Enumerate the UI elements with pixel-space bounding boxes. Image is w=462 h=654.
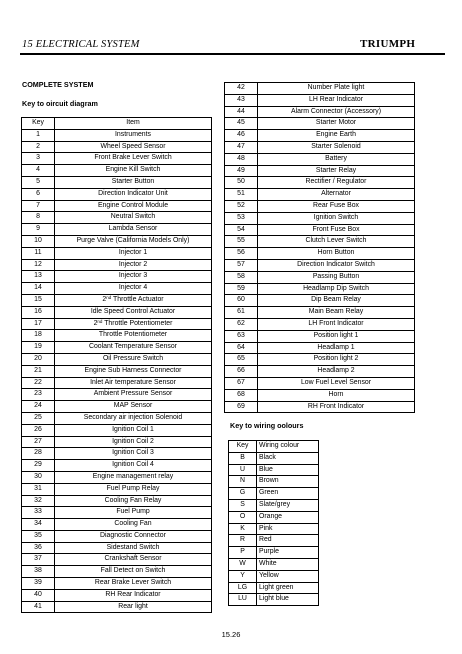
- row-item: Ignition Coil 3: [55, 448, 212, 460]
- row-key: 29: [22, 460, 55, 472]
- row-item: Horn Button: [258, 248, 415, 260]
- row-key: 43: [225, 94, 258, 106]
- table-row: [225, 224, 415, 236]
- row-key: 69: [225, 401, 258, 413]
- row-item: Sidestand Switch: [55, 542, 212, 554]
- row-item: Cooling Fan Relay: [55, 495, 212, 507]
- row-key: 11: [22, 247, 55, 259]
- row-item: Light blue: [257, 594, 319, 606]
- row-item: Passing Button: [258, 271, 415, 283]
- row-key: 56: [225, 248, 258, 260]
- table-row: [229, 523, 319, 535]
- table-row: [22, 578, 212, 590]
- row-key: 50: [225, 177, 258, 189]
- circuit-key-table-continued: [224, 82, 415, 413]
- row-key: 30: [22, 471, 55, 483]
- row-item: Secondary air injection Solenoid: [55, 412, 212, 424]
- row-key: 15: [22, 294, 55, 306]
- wiring-key-title: Key to wiring oolours: [230, 421, 304, 430]
- row-key: 51: [225, 189, 258, 201]
- table-row: [225, 248, 415, 260]
- table-row: [225, 401, 415, 413]
- row-key: 27: [22, 436, 55, 448]
- row-key: G: [229, 488, 257, 500]
- row-key: 57: [225, 259, 258, 271]
- row-key: W: [229, 558, 257, 570]
- row-key: 46: [225, 130, 258, 142]
- table-row: [22, 212, 212, 224]
- row-item: Fall Detect on Switch: [55, 566, 212, 578]
- table-row: [225, 189, 415, 201]
- row-item: Engine Control Module: [55, 200, 212, 212]
- row-key: 12: [22, 259, 55, 271]
- row-item: RH Rear Indicator: [55, 589, 212, 601]
- row-item: Alarm Connector (Accessory): [258, 106, 415, 118]
- table-row: [22, 165, 212, 177]
- table-row: [22, 377, 212, 389]
- row-key: 19: [22, 342, 55, 354]
- row-key: 16: [22, 306, 55, 318]
- table-row: [225, 83, 415, 95]
- row-item: 2nd Throttle Actuator: [55, 294, 212, 306]
- table-row: [22, 530, 212, 542]
- table-row: [22, 141, 212, 153]
- row-key: 5: [22, 176, 55, 188]
- row-key: B: [229, 452, 257, 464]
- row-item: Headlamp 1: [258, 342, 415, 354]
- row-item: Battery: [258, 153, 415, 165]
- row-item: MAP Sensor: [55, 401, 212, 413]
- row-item: Starter Button: [55, 176, 212, 188]
- row-key: 35: [22, 530, 55, 542]
- row-key: 44: [225, 106, 258, 118]
- row-item: Engine Earth: [258, 130, 415, 142]
- table-row: [22, 188, 212, 200]
- row-item: Horn: [258, 389, 415, 401]
- row-key: 45: [225, 118, 258, 130]
- table-row: [229, 535, 319, 547]
- row-item: Ignition Coil 1: [55, 424, 212, 436]
- brand-logo: TRIUMPH: [360, 38, 416, 50]
- row-item: Clutch Lever Switch: [258, 236, 415, 248]
- table-row: [22, 412, 212, 424]
- table-row: [22, 471, 212, 483]
- row-key: O: [229, 511, 257, 523]
- row-item: Alternator: [258, 189, 415, 201]
- row-key: 32: [22, 495, 55, 507]
- table-row: [229, 570, 319, 582]
- row-key: 13: [22, 271, 55, 283]
- row-key: 66: [225, 366, 258, 378]
- row-item: Number Plate light: [258, 83, 415, 95]
- row-item: Diagnostic Connector: [55, 530, 212, 542]
- row-item: Ignition Coil 2: [55, 436, 212, 448]
- row-key: 65: [225, 354, 258, 366]
- row-key: 36: [22, 542, 55, 554]
- section-title: COMPLETE SYSTEM: [22, 80, 94, 89]
- row-key: LU: [229, 594, 257, 606]
- table-row: [22, 176, 212, 188]
- row-item: Crankshaft Sensor: [55, 554, 212, 566]
- row-key: 21: [22, 365, 55, 377]
- row-item: Pink: [257, 523, 319, 535]
- row-item: Yellow: [257, 570, 319, 582]
- row-item: Direction Indicator Unit: [55, 188, 212, 200]
- row-key: R: [229, 535, 257, 547]
- table-row: [22, 247, 212, 259]
- row-item: Fuel Pump: [55, 507, 212, 519]
- header-rule: [20, 53, 445, 55]
- row-key: 47: [225, 141, 258, 153]
- row-key: 14: [22, 283, 55, 295]
- row-item: Engine Kill Switch: [55, 165, 212, 177]
- row-key: 61: [225, 307, 258, 319]
- row-item: LH Rear Indicator: [258, 94, 415, 106]
- table-row: [229, 452, 319, 464]
- table-row: [225, 389, 415, 401]
- row-item: Starter Motor: [258, 118, 415, 130]
- row-key: 64: [225, 342, 258, 354]
- row-item: Engine Sub Harness Connector: [55, 365, 212, 377]
- row-item: Purge Valve (California Models Only): [55, 235, 212, 247]
- column-header-key: Key: [22, 118, 55, 130]
- column-header-wiring-colour: Wiring colour: [257, 441, 319, 453]
- row-key: 40: [22, 589, 55, 601]
- table-row: [22, 235, 212, 247]
- table-row: [225, 212, 415, 224]
- table-row: [229, 464, 319, 476]
- circuit-key-table: [21, 117, 212, 613]
- row-item: Ignition Coil 4: [55, 460, 212, 472]
- row-item: Front Fuse Box: [258, 224, 415, 236]
- row-item: Inlet Air temperature Sensor: [55, 377, 212, 389]
- row-key: 37: [22, 554, 55, 566]
- row-key: 49: [225, 165, 258, 177]
- row-key: N: [229, 476, 257, 488]
- row-item: Instruments: [55, 129, 212, 141]
- table-header-row: [22, 118, 212, 130]
- row-item: Coolant Temperature Sensor: [55, 342, 212, 354]
- row-item: Injector 1: [55, 247, 212, 259]
- page-number: 15.26: [221, 630, 241, 639]
- row-item: Brown: [257, 476, 319, 488]
- row-item: Purple: [257, 547, 319, 559]
- row-key: 60: [225, 295, 258, 307]
- row-key: 18: [22, 330, 55, 342]
- row-item: Green: [257, 488, 319, 500]
- row-key: Y: [229, 570, 257, 582]
- table-row: [225, 130, 415, 142]
- table-row: [225, 118, 415, 130]
- row-item: Idle Speed Control Actuator: [55, 306, 212, 318]
- row-key: 54: [225, 224, 258, 236]
- row-item: Blue: [257, 464, 319, 476]
- row-key: 59: [225, 283, 258, 295]
- row-key: 2: [22, 141, 55, 153]
- row-item: Oil Pressure Switch: [55, 353, 212, 365]
- table-row: [225, 271, 415, 283]
- row-key: 42: [225, 83, 258, 95]
- table-row: [22, 306, 212, 318]
- table-row: [22, 566, 212, 578]
- row-item: Black: [257, 452, 319, 464]
- table-row: [225, 141, 415, 153]
- row-key: 24: [22, 401, 55, 413]
- table-row: [229, 476, 319, 488]
- table-row: [22, 542, 212, 554]
- row-item: Cooling Fan: [55, 519, 212, 531]
- table-row: [22, 495, 212, 507]
- table-row: [229, 547, 319, 559]
- row-key: 25: [22, 412, 55, 424]
- wiring-colour-table: [228, 440, 319, 606]
- row-item: Lambda Sensor: [55, 224, 212, 236]
- row-key: 3: [22, 153, 55, 165]
- table-row: [22, 200, 212, 212]
- row-key: 7: [22, 200, 55, 212]
- row-key: 22: [22, 377, 55, 389]
- row-key: 26: [22, 424, 55, 436]
- table-row: [22, 294, 212, 306]
- row-item: Rear Fuse Box: [258, 200, 415, 212]
- row-item: Wheel Speed Sensor: [55, 141, 212, 153]
- row-item: RH Front Indicator: [258, 401, 415, 413]
- row-item: Starter Relay: [258, 165, 415, 177]
- table-row: [229, 488, 319, 500]
- row-key: 17: [22, 318, 55, 330]
- table-row: [22, 318, 212, 330]
- table-row: [225, 259, 415, 271]
- row-item: Light green: [257, 582, 319, 594]
- row-key: 38: [22, 566, 55, 578]
- table-row: [229, 594, 319, 606]
- row-item: Headlamp 2: [258, 366, 415, 378]
- row-item: Rear light: [55, 601, 212, 613]
- table-row: [225, 330, 415, 342]
- table-row: [22, 589, 212, 601]
- table-row: [22, 483, 212, 495]
- table-row: [22, 507, 212, 519]
- table-row: [225, 318, 415, 330]
- row-key: 10: [22, 235, 55, 247]
- row-item: LH Front Indicator: [258, 318, 415, 330]
- row-item: Rear Brake Lever Switch: [55, 578, 212, 590]
- row-item: Low Fuel Level Sensor: [258, 377, 415, 389]
- row-item: Dip Beam Relay: [258, 295, 415, 307]
- row-item: 2nd Throttle Potentiometer: [55, 318, 212, 330]
- row-item: Position light 1: [258, 330, 415, 342]
- row-item: Injector 4: [55, 283, 212, 295]
- row-item: Red: [257, 535, 319, 547]
- table-row: [225, 236, 415, 248]
- row-item: Starter Solenoid: [258, 141, 415, 153]
- row-item: Ignition Switch: [258, 212, 415, 224]
- row-key: P: [229, 547, 257, 559]
- table-row: [22, 554, 212, 566]
- table-row: [22, 401, 212, 413]
- diagram-key-title: Key to oircuit diagram: [22, 99, 98, 108]
- row-key: 28: [22, 448, 55, 460]
- table-row: [225, 200, 415, 212]
- row-key: 48: [225, 153, 258, 165]
- row-key: 52: [225, 200, 258, 212]
- table-row: [229, 558, 319, 570]
- row-key: 1: [22, 129, 55, 141]
- row-key: 31: [22, 483, 55, 495]
- table-row: [22, 153, 212, 165]
- table-row: [22, 342, 212, 354]
- table-row: [22, 448, 212, 460]
- table-row: [225, 307, 415, 319]
- table-row: [225, 377, 415, 389]
- row-key: 6: [22, 188, 55, 200]
- table-row: [22, 601, 212, 613]
- row-item: Main Beam Relay: [258, 307, 415, 319]
- row-key: 23: [22, 389, 55, 401]
- table-row: [225, 295, 415, 307]
- table-row: [225, 177, 415, 189]
- table-row: [22, 519, 212, 531]
- row-key: 34: [22, 519, 55, 531]
- row-item: Neutral Switch: [55, 212, 212, 224]
- row-key: 8: [22, 212, 55, 224]
- row-item: Engine management relay: [55, 471, 212, 483]
- row-key: 67: [225, 377, 258, 389]
- table-row: [229, 499, 319, 511]
- column-header-item: Item: [55, 118, 212, 130]
- table-row: [22, 271, 212, 283]
- table-row: [22, 424, 212, 436]
- table-row: [22, 365, 212, 377]
- row-item: Fuel Pump Relay: [55, 483, 212, 495]
- row-item: Direction Indicator Switch: [258, 259, 415, 271]
- row-key: U: [229, 464, 257, 476]
- row-item: White: [257, 558, 319, 570]
- table-row: [22, 436, 212, 448]
- table-row: [225, 366, 415, 378]
- row-key: 63: [225, 330, 258, 342]
- table-row: [22, 389, 212, 401]
- row-key: LG: [229, 582, 257, 594]
- row-key: 58: [225, 271, 258, 283]
- table-row: [225, 94, 415, 106]
- table-row: [22, 460, 212, 472]
- row-key: 55: [225, 236, 258, 248]
- row-item: Throttle Potentiometer: [55, 330, 212, 342]
- table-row: [22, 330, 212, 342]
- row-item: Front Brake Lever Switch: [55, 153, 212, 165]
- row-key: 68: [225, 389, 258, 401]
- section-header-title: 15 ELECTRICAL SYSTEM: [22, 39, 140, 50]
- row-key: 62: [225, 318, 258, 330]
- table-row: [22, 224, 212, 236]
- table-row: [22, 259, 212, 271]
- table-row: [22, 353, 212, 365]
- row-key: 39: [22, 578, 55, 590]
- row-key: 9: [22, 224, 55, 236]
- row-item: Orange: [257, 511, 319, 523]
- row-item: Ambient Pressure Sensor: [55, 389, 212, 401]
- row-item: Rectifier / Regulator: [258, 177, 415, 189]
- table-row: [225, 354, 415, 366]
- table-row: [225, 342, 415, 354]
- table-row: [22, 283, 212, 295]
- row-item: Injector 2: [55, 259, 212, 271]
- table-row: [225, 106, 415, 118]
- row-key: S: [229, 499, 257, 511]
- column-header-key: Key: [229, 441, 257, 453]
- table-row: [225, 283, 415, 295]
- row-key: 41: [22, 601, 55, 613]
- row-item: Injector 3: [55, 271, 212, 283]
- table-row: [229, 511, 319, 523]
- row-item: Headlamp Dip Switch: [258, 283, 415, 295]
- row-key: K: [229, 523, 257, 535]
- table-row: [225, 153, 415, 165]
- row-item: Slate/grey: [257, 499, 319, 511]
- row-key: 33: [22, 507, 55, 519]
- row-item: Position light 2: [258, 354, 415, 366]
- table-row: [22, 129, 212, 141]
- table-header-row: [229, 441, 319, 453]
- table-row: [229, 582, 319, 594]
- row-key: 53: [225, 212, 258, 224]
- row-key: 20: [22, 353, 55, 365]
- row-key: 4: [22, 165, 55, 177]
- table-row: [225, 165, 415, 177]
